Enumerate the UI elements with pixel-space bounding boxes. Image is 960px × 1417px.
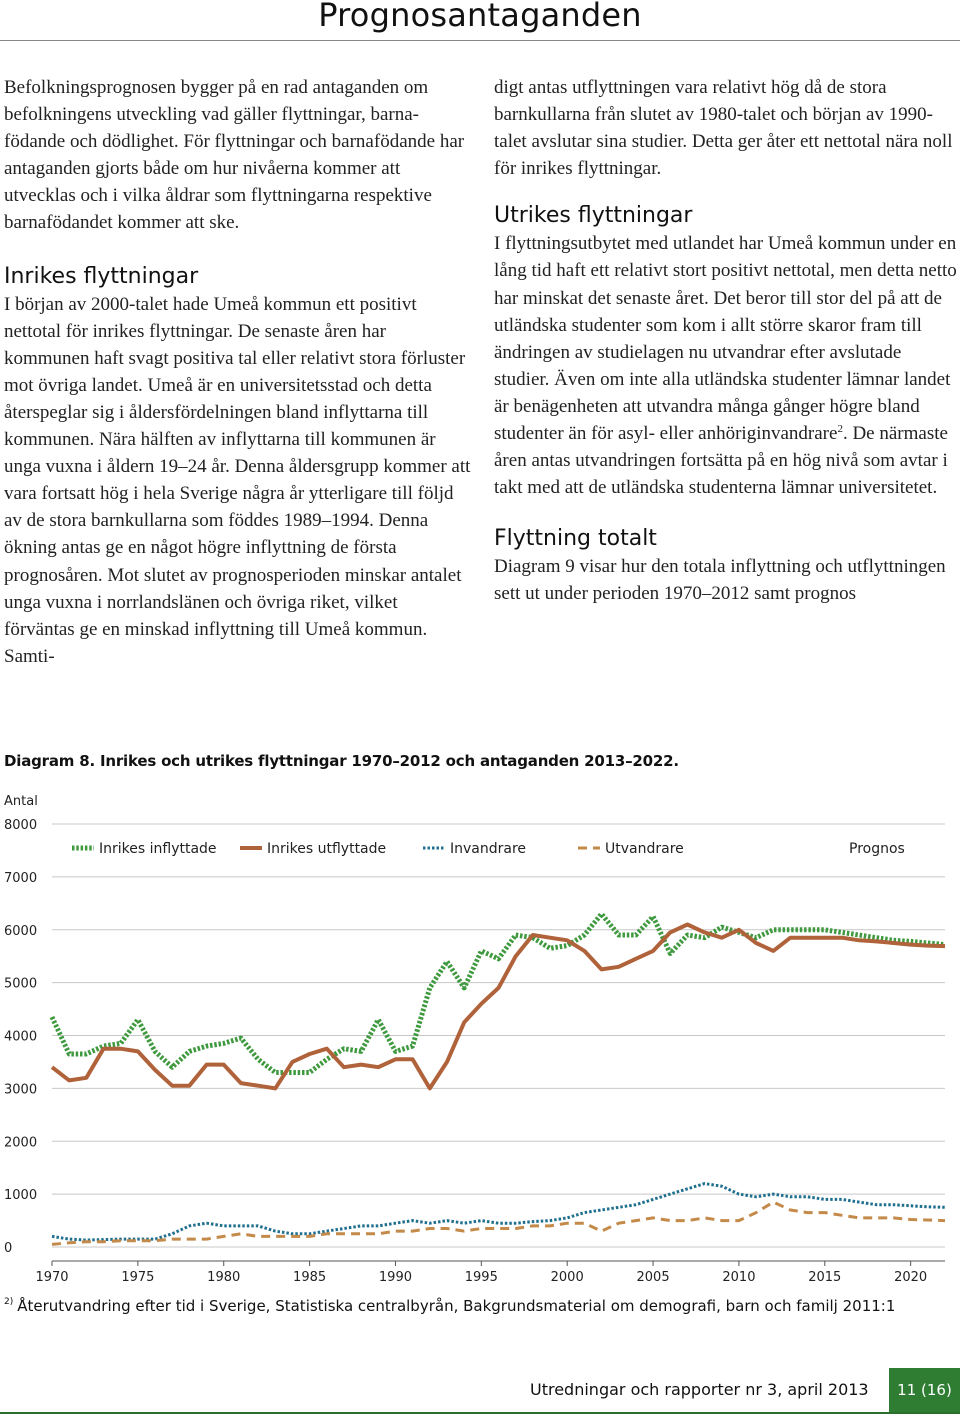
utrikes-paragraph <box>494 230 960 501</box>
footnote <box>4 1297 895 1315</box>
y-tick-label: 1000 <box>4 1188 38 1204</box>
y-axis-label: Antal <box>4 794 38 809</box>
prognosis-label: Prognos <box>849 841 905 857</box>
heading-inrikes: Inrikes flyttningar <box>4 263 199 289</box>
x-tick-label: 2015 <box>808 1270 842 1285</box>
y-tick-label: 0 <box>4 1241 13 1256</box>
y-tick-label: 6000 <box>4 923 38 939</box>
y-tick-label: 3000 <box>4 1082 38 1098</box>
footnote-ref: 2 <box>837 423 843 436</box>
legend-label-2: Inrikes utflyttade <box>267 841 387 857</box>
legend-label-1: Inrikes inflyttade <box>99 841 217 857</box>
legend-label-3: Invandrare <box>450 841 527 857</box>
legend-label-4: Utvandrare <box>605 841 684 857</box>
continuation-paragraph: digt antas utflyttningen vara relativt hög då de stora barnkullarna från slutet av 1980-talet och början av 1990-talet avslutar sina studier. Detta ger åter ett nettotal nära noll för inrikes flyttningar. <box>494 77 953 180</box>
heading-totalt: Flyttning totalt <box>494 526 657 552</box>
y-tick-label: 5000 <box>4 976 38 992</box>
utrikes-text-a: I flyttningsutbytet med utlandet har Umeå kommun under en lång tid haft ett relativt stort positivt nettotal, men detta netto har minskat det senaste året. Det beror till stor del på att de utländska studenter som kom i allt större skaror fram till ändringen av studielagen nu utvandrar efter avslutade studier. Även om inte alla utländska studenter lämnar landet är benägenheten att utvandra många gånger högre bland studenter än för asyl- eller anhöriginvandrare <box>494 233 957 445</box>
top-rule <box>0 40 960 41</box>
x-tick-label: 2005 <box>636 1270 670 1285</box>
left-column <box>4 74 472 670</box>
footnote-text: Återutvandring efter tid i Sverige, Statistiska centralbyrån, Bakgrundsmaterial om demografi, barn och familj 2011:1 <box>17 1297 896 1315</box>
diagram-title: Diagram 8. Inrikes och utrikes flyttningar 1970–2012 och antaganden 2013–2022. <box>4 752 679 770</box>
x-tick-label: 2010 <box>722 1270 756 1285</box>
x-tick-label: 1970 <box>35 1270 69 1285</box>
x-tick-label: 2020 <box>894 1270 928 1285</box>
line-chart <box>0 785 960 1295</box>
intro-paragraph: Befolkningsprognosen bygger på en rad antaganden om befolkningens utveckling vad gäller flyttningar, barnafödande och dödlighet. För flyttningar och barnafödande har antaganden gjorts både om hur nivåerna kommer att utvecklas och i vilka åldrar som flyttningarna respektive barnafödandet kommer att ske. <box>4 77 465 234</box>
footer-publication: Utredningar och rapporter nr 3, april 2013 <box>530 1380 869 1399</box>
page-title: Prognosantaganden <box>318 0 642 34</box>
page-number: 11 (16) <box>889 1368 960 1412</box>
x-tick-label: 2000 <box>550 1270 584 1285</box>
footnote-mark: 2) <box>4 1297 14 1307</box>
y-tick-label: 7000 <box>4 870 38 886</box>
series-line-2 <box>52 925 945 1089</box>
y-tick-label: 8000 <box>4 818 38 833</box>
right-column <box>494 74 960 608</box>
heading-utrikes: Utrikes flyttningar <box>494 203 693 229</box>
y-tick-label: 2000 <box>4 1135 38 1151</box>
x-tick-label: 1980 <box>207 1270 241 1285</box>
utrikes-text-b: . De närmaste åren antas utvandringen fortsätta på en hög nivå som avtar i takt med att de utländska studenterna lämnar universitetet. <box>494 423 948 499</box>
x-tick-label: 1975 <box>121 1270 155 1285</box>
x-tick-label: 1985 <box>293 1270 327 1285</box>
series-line-4 <box>52 1202 945 1244</box>
x-tick-label: 1995 <box>464 1270 498 1285</box>
footer-rule <box>0 1412 960 1414</box>
y-tick-label: 4000 <box>4 1029 38 1045</box>
x-tick-label: 1990 <box>378 1270 413 1285</box>
totalt-paragraph: Diagram 9 visar hur den totala inflyttning och utflyttningen sett ut under perioden 1970–2012 samt prognos <box>494 556 946 605</box>
inrikes-paragraph: I början av 2000-talet hade Umeå kommun ett positivt nettotal för inrikes flyttningar. De senaste åren har kommunen haft svagt positiva tal eller relativt stora förluster mot övriga landet. Umeå är en universitetsstad och detta återspeglar sig i åldersfördelningen bland inflyttarna till kommunen. Nära hälften av inflyttarna till kommunen är unga vuxna i åldern 19–24 år. Denna åldersgrupp kommer att vara fortsatt hög i hela Sverige några år ytterligare till följd av de stora barnkullarna som föddes 1989–1994. Denna ökning antas ge en något högre inflyttning de första prognosåren. Mot slutet av prognosperioden minskar antalet unga vuxna i norrlandslänen och övriga riket, vilket förväntas ge en minskad inflyttning till Umeå kommun. Samti- <box>4 293 471 667</box>
